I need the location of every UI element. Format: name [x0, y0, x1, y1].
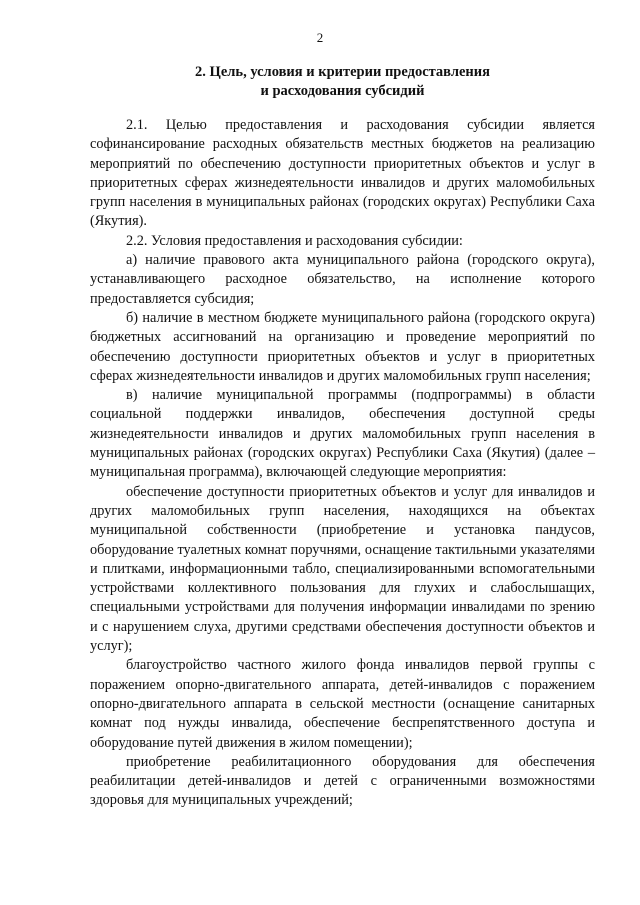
paragraph-condition-b: б) наличие в местном бюджете муниципального района (городского округа) бюджетных ассигнований на организацию и проведение мероприятий по обеспечению доступности приоритетных объектов и услуг в приоритетных сферах жизнедеятельности инвалидов и других маломобильных групп населения;	[90, 309, 595, 384]
document-body	[90, 116, 595, 811]
section-heading	[90, 63, 595, 101]
paragraph-condition-a: а) наличие правового акта муниципального района (городского округа), устанавливающего расходное обязательство, на исполнение которого предоставляется субсидия;	[90, 252, 595, 307]
paragraph-condition-v: в) наличие муниципальной программы (подпрограммы) в области социальной поддержки инвалидов, обеспечения доступной среды жизнедеятельности инвалидов и других маломобильных групп населения в муниципальных районах (городских округах) Республики Саха (Якутия) (далее – муниципальная программа), включающей следующие мероприятия:	[90, 387, 595, 481]
paragraph-2-2-conditions: 2.2. Условия предоставления и расходования субсидии:	[126, 232, 463, 249]
section-heading-line-2: и расходования субсидий	[260, 83, 425, 99]
paragraph-measure-housing: благоустройство частного жилого фонда инвалидов первой группы с поражением опорно-двигательного аппарата, детей-инвалидов с поражением опорно-двигательного аппарата в сельской местности (оснащение санитарных комнат под нужды инвалида, обеспечение беспрепятственного доступа и оборудование путей движения в жилом помещении);	[90, 657, 595, 751]
page-number: 2	[316, 30, 324, 45]
paragraph-2-1-purpose: 2.1. Целью предоставления и расходования субсидии является софинансирование расходных обязательств местных бюджетов на реализацию мероприятий по обеспечению доступности приоритетных объектов и услуг в приоритетных сферах жизнедеятельности инвалидов и других маломобильных групп населения в муниципальных районах (городских округах) Республики Саха (Якутия).	[90, 117, 595, 230]
paragraph-measure-accessibility: обеспечение доступности приоритетных объектов и услуг для инвалидов и других маломобильных групп населения, находящихся на объектах муниципальной собственности (приобретение и установка пандусов, оборудование туалетных комнат поручнями, оснащение тактильными указателями и плитками, информационными табло, специализированными вспомогательными устройствами коллективного пользования для глухих и слабослышащих, специальными устройствами для получения информации инвалидами по зрению и с нарушением слуха, другими средствами обеспечения доступности объектов и услуг);	[90, 483, 595, 655]
section-heading-line-1: 2. Цель, условия и критерии предоставления	[195, 64, 490, 80]
paragraph-measure-rehab-equipment: приобретение реабилитационного оборудования для обеспечения реабилитации детей-инвалидов и детей с ограниченными возможностями здоровья для муниципальных учреждений;	[90, 753, 595, 809]
